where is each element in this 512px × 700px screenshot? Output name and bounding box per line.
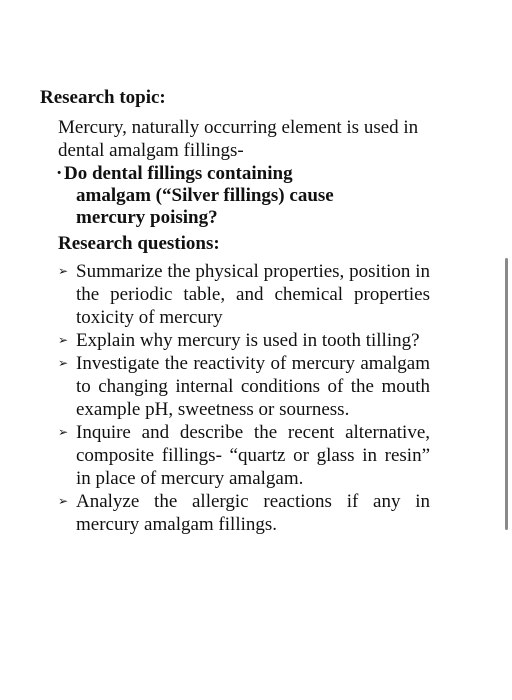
list-item-text: Inquire and describe the recent alternative, composite fillings- “quartz or glass in resin” in place of mercury amalgam.: [76, 422, 430, 489]
intro-paragraph: Mercury, naturally occurring element is used in dental amalgam fillings-: [58, 117, 419, 161]
vertical-scrollbar[interactable]: [505, 258, 508, 530]
arrow-bullet-icon: ➢: [58, 264, 69, 278]
question-bullet: ·: [56, 163, 63, 184]
question-line-2: amalgam (“Silver fillings) cause: [76, 185, 334, 206]
main-question: [56, 163, 436, 229]
list-item: [58, 490, 430, 536]
arrow-bullet-icon: ➢: [58, 425, 69, 439]
list-item-text: Analyze the allergic reactions if any in mercury amalgam fillings.: [76, 491, 430, 535]
arrow-bullet-icon: ➢: [58, 333, 69, 347]
list-item: [58, 260, 430, 329]
research-topic-heading: Research topic:: [40, 87, 166, 108]
list-item-text: Investigate the reactivity of mercury amalgam to changing internal conditions of the mouth example pH, sweetness or sourness.: [76, 353, 430, 420]
question-line-3: mercury poising?: [76, 207, 218, 228]
list-item-text: Explain why mercury is used in tooth tilling?: [76, 330, 420, 351]
main-question-text: [64, 163, 394, 229]
arrow-bullet-icon: ➢: [58, 494, 69, 508]
research-questions-list: [58, 260, 430, 536]
arrow-bullet-icon: ➢: [58, 356, 69, 370]
research-questions-heading: Research questions:: [58, 233, 220, 254]
question-line-1: Do dental fillings containing: [64, 163, 293, 184]
list-item: [58, 421, 430, 490]
list-item-text: Summarize the physical properties, position in the periodic table, and chemical properties toxicity of mercury: [76, 261, 430, 328]
list-item: [58, 352, 430, 421]
list-item: [58, 329, 430, 352]
